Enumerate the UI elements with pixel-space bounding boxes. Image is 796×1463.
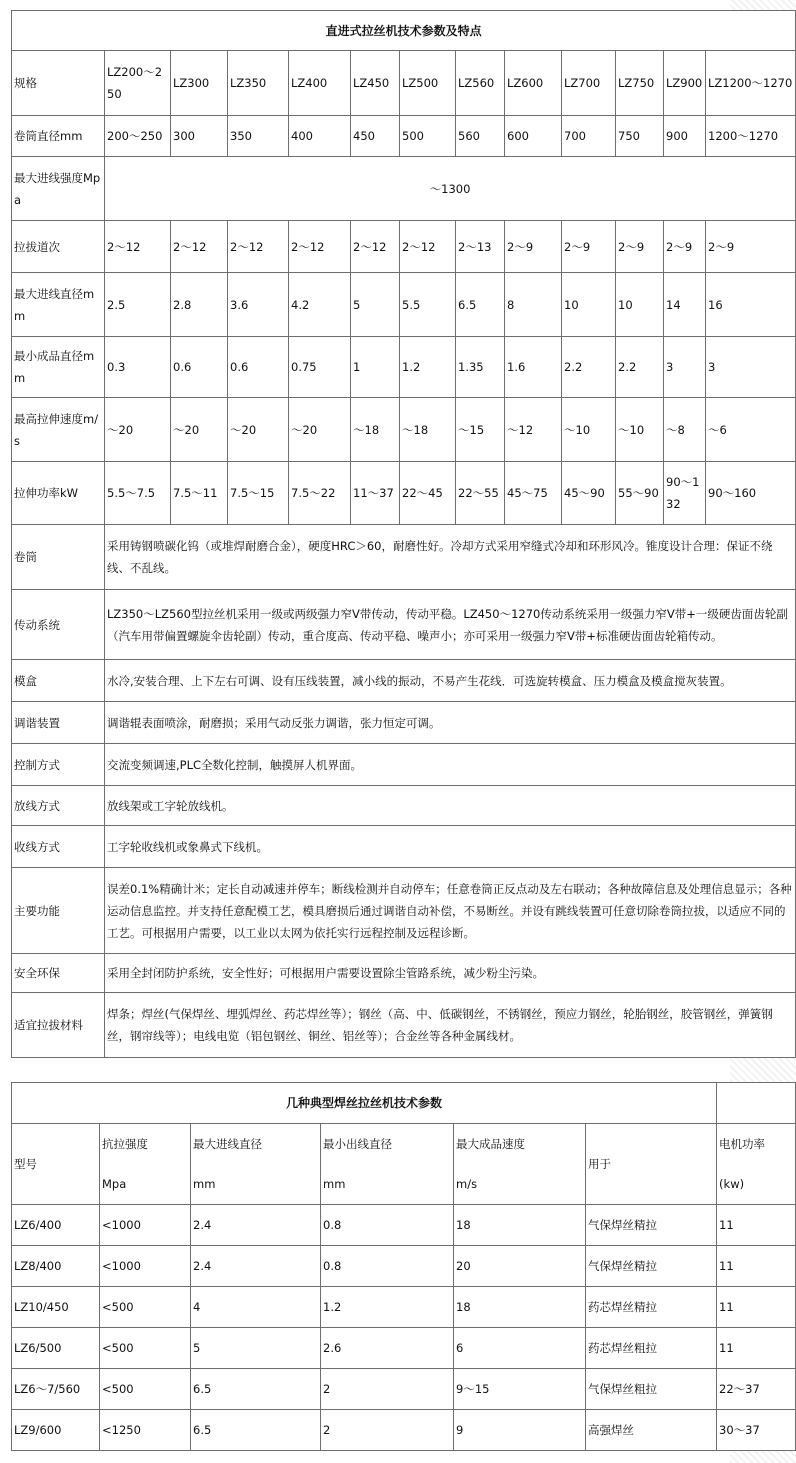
data-cell: <500 bbox=[100, 1369, 191, 1410]
header-unit: mm bbox=[323, 1177, 346, 1191]
spec-cell: 0.6 bbox=[228, 337, 289, 398]
spec-cell: LZ500 bbox=[400, 51, 456, 116]
spec-cell: 2～9 bbox=[562, 221, 616, 273]
data-cell: <1000 bbox=[100, 1246, 191, 1287]
welding-wire-machine-spec-table bbox=[11, 1082, 796, 1451]
header-label: 型号 bbox=[12, 1124, 100, 1205]
feature-text: 工字轮收线机或象鼻式下线机。 bbox=[105, 826, 796, 868]
spec-cell: 14 bbox=[664, 273, 706, 337]
spec-cell: ～6 bbox=[706, 398, 796, 462]
row-label: 调谐装置 bbox=[12, 702, 105, 744]
data-cell: 2.4 bbox=[191, 1246, 321, 1287]
model-cell: LZ6～7/560 bbox=[12, 1369, 100, 1410]
feature-text: 焊条；焊丝(气保焊丝、埋弧焊丝、药芯焊丝等）；钢丝（高、中、低碳钢丝，不锈钢丝，预应力钢丝，轮胎钢丝，胶管钢丝，弹簧钢丝，钢帘线等）；电线电览（铝包钢丝、铜丝、铝丝等）；合金丝等各种金属线材。 bbox=[105, 993, 796, 1058]
spec-cell: 3 bbox=[706, 337, 796, 398]
spec-cell: 600 bbox=[505, 116, 562, 157]
table2-title: 几种典型焊丝拉丝机技术参数 bbox=[12, 1083, 717, 1124]
row-label: 卷筒直径mm bbox=[12, 116, 105, 157]
spec-cell: 90～132 bbox=[664, 462, 706, 525]
spec-cell: 22～45 bbox=[400, 462, 456, 525]
spec-cell: 3 bbox=[664, 337, 706, 398]
data-cell: 高强焊丝 bbox=[586, 1410, 717, 1451]
header-unit: m/s bbox=[456, 1177, 478, 1191]
row-label: 适宜拉拔材料 bbox=[12, 993, 105, 1058]
spec-cell: LZ350 bbox=[228, 51, 289, 116]
straight-drawing-machine-spec-table bbox=[11, 10, 796, 1058]
row-label: 卷筒 bbox=[12, 525, 105, 590]
spec-cell: 1.6 bbox=[505, 337, 562, 398]
row-label: 收线方式 bbox=[12, 826, 105, 868]
row-label: 放线方式 bbox=[12, 786, 105, 826]
spec-cell: 1.2 bbox=[400, 337, 456, 398]
spec-cell: 2.5 bbox=[105, 273, 171, 337]
spec-cell: 5 bbox=[351, 273, 400, 337]
data-cell: 2 bbox=[321, 1410, 454, 1451]
spec-cell: 45～90 bbox=[562, 462, 616, 525]
data-cell: 气保焊丝精拉 bbox=[586, 1246, 717, 1287]
data-cell: 2.4 bbox=[191, 1205, 321, 1246]
spec-cell: 750 bbox=[616, 116, 664, 157]
row-label: 最小成品直径mm bbox=[12, 337, 105, 398]
data-cell: 20 bbox=[454, 1246, 586, 1287]
row-label: 最大进线直径mm bbox=[12, 273, 105, 337]
row-label: 最高拉伸速度m/s bbox=[12, 398, 105, 462]
data-cell: 9～15 bbox=[454, 1369, 586, 1410]
spec-cell: ～15 bbox=[456, 398, 505, 462]
header-unit: mm bbox=[193, 1177, 216, 1191]
spec-cell: ～18 bbox=[400, 398, 456, 462]
data-cell: 11 bbox=[717, 1328, 796, 1369]
data-cell: 18 bbox=[454, 1205, 586, 1246]
spec-cell: 55～90 bbox=[616, 462, 664, 525]
spec-cell: 0.6 bbox=[171, 337, 228, 398]
spec-cell: 2.2 bbox=[616, 337, 664, 398]
header-label: 用于 bbox=[586, 1124, 717, 1205]
row-label: 拉拔道次 bbox=[12, 221, 105, 273]
header-cell bbox=[321, 1124, 454, 1205]
spec-cell: 5.5～7.5 bbox=[105, 462, 171, 525]
spec-cell: 0.75 bbox=[289, 337, 351, 398]
spec-cell: 4.2 bbox=[289, 273, 351, 337]
data-cell: <500 bbox=[100, 1328, 191, 1369]
spec-cell: 2.8 bbox=[171, 273, 228, 337]
data-cell: 0.8 bbox=[321, 1205, 454, 1246]
header-label: 最小出线直径 bbox=[323, 1137, 392, 1151]
spec-cell: 16 bbox=[706, 273, 796, 337]
feature-text: 调谐辊表面喷涂，耐磨损；采用气动反张力调谐，张力恒定可调。 bbox=[105, 702, 796, 744]
spec-cell: 500 bbox=[400, 116, 456, 157]
header-cell bbox=[454, 1124, 586, 1205]
feature-text: 采用铸钢喷碳化钨（或堆焊耐磨合金），硬度HRC＞60，耐磨性好。冷却方式采用窄缝式冷却和环形风冷。锥度设计合理：保证不绕线、不乱线。 bbox=[105, 525, 796, 590]
data-cell: <1250 bbox=[100, 1410, 191, 1451]
model-cell: LZ6/400 bbox=[12, 1205, 100, 1246]
spec-cell: 10 bbox=[616, 273, 664, 337]
data-cell: 药芯焊丝粗拉 bbox=[586, 1328, 717, 1369]
model-cell: LZ8/400 bbox=[12, 1246, 100, 1287]
spec-cell: 2～12 bbox=[105, 221, 171, 273]
spec-cell: 2～9 bbox=[664, 221, 706, 273]
spec-cell: LZ1200～1270 bbox=[706, 51, 796, 116]
data-cell: 气保焊丝粗拉 bbox=[586, 1369, 717, 1410]
spec-cell: ～12 bbox=[505, 398, 562, 462]
spec-cell: 400 bbox=[289, 116, 351, 157]
spec-cell: 2～12 bbox=[351, 221, 400, 273]
data-cell: 22～37 bbox=[717, 1369, 796, 1410]
spec-cell: LZ560 bbox=[456, 51, 505, 116]
spec-cell: 3.6 bbox=[228, 273, 289, 337]
data-cell: 6 bbox=[454, 1328, 586, 1369]
spec-cell: 45～75 bbox=[505, 462, 562, 525]
spec-cell: 1.35 bbox=[456, 337, 505, 398]
spec-cell: ～20 bbox=[171, 398, 228, 462]
spec-cell: 2～12 bbox=[228, 221, 289, 273]
model-cell: LZ10/450 bbox=[12, 1287, 100, 1328]
spec-cell: 10 bbox=[562, 273, 616, 337]
spec-cell: LZ300 bbox=[171, 51, 228, 116]
data-cell: 11 bbox=[717, 1246, 796, 1287]
feature-text: 采用全封闭防护系统，安全性好；可根据用户需要设置除尘管路系统，减少粉尘污染。 bbox=[105, 954, 796, 993]
data-cell: 11 bbox=[717, 1287, 796, 1328]
data-cell: 2.6 bbox=[321, 1328, 454, 1369]
spec-cell: 2～12 bbox=[400, 221, 456, 273]
row-label: 规格 bbox=[12, 51, 105, 116]
spec-cell: LZ750 bbox=[616, 51, 664, 116]
feature-text: 交流变频调速,PLC全数化控制，触摸屏人机界面。 bbox=[105, 744, 796, 786]
spec-cell: 1 bbox=[351, 337, 400, 398]
spec-cell: ～10 bbox=[562, 398, 616, 462]
spec-cell: 2～13 bbox=[456, 221, 505, 273]
spec-cell: LZ900 bbox=[664, 51, 706, 116]
empty-cell bbox=[717, 1083, 796, 1124]
data-cell: 气保焊丝精拉 bbox=[586, 1205, 717, 1246]
data-cell: 6.5 bbox=[191, 1410, 321, 1451]
spec-cell: 6.5 bbox=[456, 273, 505, 337]
data-cell: 9 bbox=[454, 1410, 586, 1451]
spec-cell: 300 bbox=[171, 116, 228, 157]
spec-cell: 2～12 bbox=[171, 221, 228, 273]
table1-title: 直进式拉丝机技术参数及特点 bbox=[12, 11, 796, 51]
spec-cell: 450 bbox=[351, 116, 400, 157]
data-cell: 6.5 bbox=[191, 1369, 321, 1410]
row-label: 模盒 bbox=[12, 660, 105, 702]
spec-cell: 2～12 bbox=[289, 221, 351, 273]
model-cell: LZ6/500 bbox=[12, 1328, 100, 1369]
row-label: 控制方式 bbox=[12, 744, 105, 786]
spec-cell: 2～9 bbox=[505, 221, 562, 273]
row-label: 安全环保 bbox=[12, 954, 105, 993]
header-label: 最大成品速度 bbox=[456, 1137, 525, 1151]
row-label: 主要功能 bbox=[12, 868, 105, 954]
spec-cell: LZ400 bbox=[289, 51, 351, 116]
data-cell: <1000 bbox=[100, 1205, 191, 1246]
spec-cell: ～20 bbox=[289, 398, 351, 462]
spec-cell: 8 bbox=[505, 273, 562, 337]
spec-cell: ～8 bbox=[664, 398, 706, 462]
spec-cell: ～20 bbox=[228, 398, 289, 462]
row-label: 拉伸功率kW bbox=[12, 462, 105, 525]
spec-cell: 0.3 bbox=[105, 337, 171, 398]
spec-cell: 350 bbox=[228, 116, 289, 157]
spec-cell: 2.2 bbox=[562, 337, 616, 398]
spec-cell: ～18 bbox=[351, 398, 400, 462]
spec-cell: 5.5 bbox=[400, 273, 456, 337]
feature-text: LZ350～LZ560型拉丝机采用一级或两级强力窄V带传动，传动平稳。LZ450～1270传动系统采用一级强力窄V带+一级硬齿面齿轮副（汽车用带偏置螺旋伞齿轮副）传动，重合度高、传动平稳、噪声小；亦可采用一级强力窄V带+标准硬齿面齿轮箱传动。 bbox=[105, 590, 796, 660]
spec-cell: ～20 bbox=[105, 398, 171, 462]
spec-cell: LZ200～250 bbox=[105, 51, 171, 116]
header-label: 抗拉强度 bbox=[102, 1137, 148, 1151]
header-label: 电机功率 bbox=[719, 1137, 766, 1151]
spec-cell: LZ600 bbox=[505, 51, 562, 116]
header-cell bbox=[100, 1124, 191, 1205]
spec-cell: 22～55 bbox=[456, 462, 505, 525]
row-label: 最大进线强度Mpa bbox=[12, 157, 105, 221]
data-cell: 5 bbox=[191, 1328, 321, 1369]
data-cell: 18 bbox=[454, 1287, 586, 1328]
feature-text: 放线架或工字轮放线机。 bbox=[105, 786, 796, 826]
spec-cell: 900 bbox=[664, 116, 706, 157]
spec-cell: 700 bbox=[562, 116, 616, 157]
data-cell: 0.8 bbox=[321, 1246, 454, 1287]
data-cell: 4 bbox=[191, 1287, 321, 1328]
spec-cell: 1200～1270 bbox=[706, 116, 796, 157]
spec-cell: LZ700 bbox=[562, 51, 616, 116]
spec-cell: 2～9 bbox=[616, 221, 664, 273]
data-cell: 1.2 bbox=[321, 1287, 454, 1328]
header-cell bbox=[717, 1124, 796, 1205]
max-input-strength-value: ～1300 bbox=[105, 157, 796, 221]
data-cell: 药芯焊丝精拉 bbox=[586, 1287, 717, 1328]
spec-cell: 7.5～22 bbox=[289, 462, 351, 525]
data-cell: 30～37 bbox=[717, 1410, 796, 1451]
spec-cell: 200～250 bbox=[105, 116, 171, 157]
spec-cell: 560 bbox=[456, 116, 505, 157]
spec-cell: 7.5～15 bbox=[228, 462, 289, 525]
header-cell bbox=[191, 1124, 321, 1205]
feature-text: 水冷,安装合理、上下左右可调、设有压线装置，减小线的振动，不易产生花线．可选旋转模盒、压力模盒及模盒搅灰装置。 bbox=[105, 660, 796, 702]
data-cell: 2 bbox=[321, 1369, 454, 1410]
data-cell: <500 bbox=[100, 1287, 191, 1328]
header-unit: Mpa bbox=[102, 1177, 127, 1191]
feature-text: 误差0.1%精确计米；定长自动减速并停车；断线检测并自动停车；任意卷筒正反点动及左右联动；各种故障信息及处理信息显示；各种运动信息监控。并支持任意配模工艺，模具磨损后通过调谐自动补偿，不易断丝。并设有跳线装置可任意切除卷筒拉拔，以适应不同的工艺。可根据用户需要，以工业以太网为依托实行远程控制及远程诊断。 bbox=[105, 868, 796, 954]
spec-cell: 2～9 bbox=[706, 221, 796, 273]
header-label: 最大进线直径 bbox=[193, 1137, 262, 1151]
model-cell: LZ9/600 bbox=[12, 1410, 100, 1451]
spec-cell: 7.5～11 bbox=[171, 462, 228, 525]
row-label: 传动系统 bbox=[12, 590, 105, 660]
data-cell: 11 bbox=[717, 1205, 796, 1246]
header-unit: (kw) bbox=[719, 1177, 745, 1191]
spec-cell: LZ450 bbox=[351, 51, 400, 116]
spec-cell: 11～37 bbox=[351, 462, 400, 525]
spec-cell: ～10 bbox=[616, 398, 664, 462]
spec-cell: 90～160 bbox=[706, 462, 796, 525]
